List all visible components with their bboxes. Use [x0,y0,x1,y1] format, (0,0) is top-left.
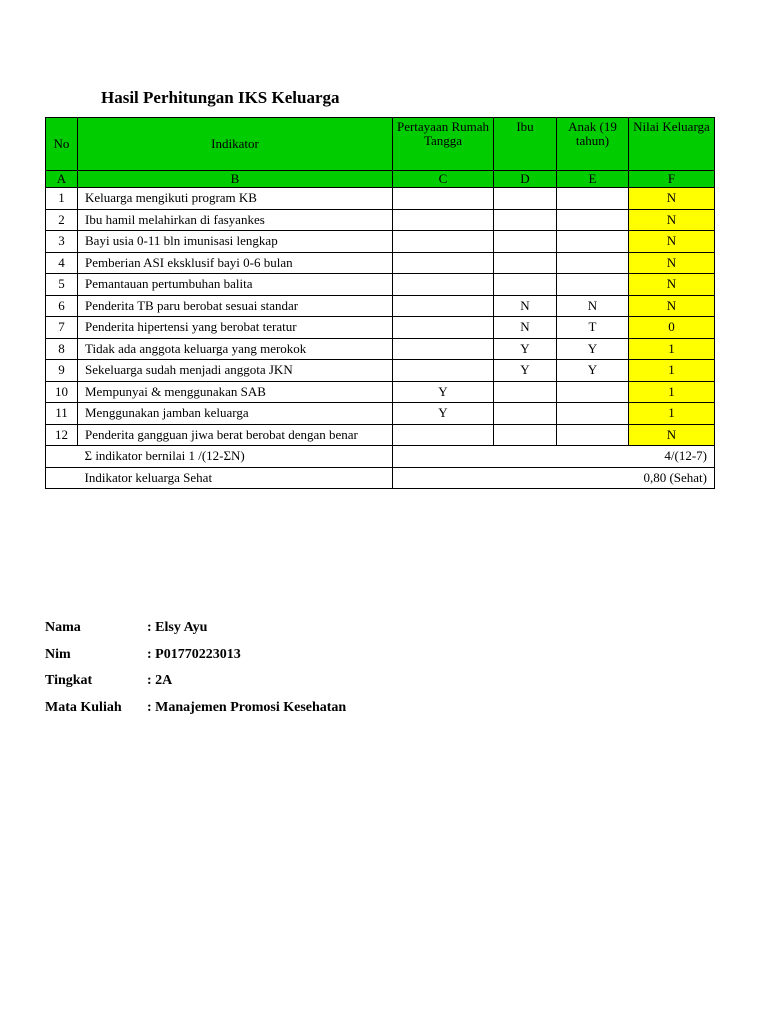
cell-d: N [494,317,557,339]
header-row [46,118,715,171]
sehat-value: 0,80 (Sehat) [393,467,715,489]
info-row-matkul [45,695,346,722]
cell-e [557,188,629,210]
cell-no: 5 [46,274,78,296]
header-no: No [46,118,78,171]
cell-e [557,252,629,274]
cell-d [494,424,557,446]
cell-no: 12 [46,424,78,446]
table-row [46,188,715,210]
cell-f: N [629,231,715,253]
cell-f: N [629,252,715,274]
cell-d [494,403,557,425]
cell-indikator: Keluarga mengikuti program KB [78,188,393,210]
cell-no: 4 [46,252,78,274]
table-row [46,360,715,382]
cell-c [393,188,494,210]
table-row [46,424,715,446]
info-row-nama [45,615,346,642]
student-info [45,615,346,721]
sum-label: Σ indikator bernilai 1 /(12-ΣN) [78,446,393,468]
letter-f: F [629,171,715,188]
cell-e [557,231,629,253]
cell-e [557,403,629,425]
table-row [46,209,715,231]
cell-indikator: Sekeluarga sudah menjadi anggota JKN [78,360,393,382]
sum-row [46,446,715,468]
cell-no: 7 [46,317,78,339]
header-nilai: Nilai Keluarga [629,118,715,171]
cell-c [393,252,494,274]
letter-c: C [393,171,494,188]
iks-table [45,117,715,489]
matkul-value: : Manajemen Promosi Kesehatan [147,699,347,715]
cell-no: 2 [46,209,78,231]
table-row [46,295,715,317]
cell-f: N [629,295,715,317]
cell-f: N [629,209,715,231]
cell-e [557,381,629,403]
cell-c [393,231,494,253]
table-row [46,338,715,360]
page-title: Hasil Perhitungan IKS Keluarga [101,88,340,107]
table-row [46,317,715,339]
cell-c [393,338,494,360]
cell-indikator: Penderita gangguan jiwa berat berobat dengan benar [78,424,393,446]
cell-c [393,209,494,231]
cell-e: Y [557,338,629,360]
nim-value: : P01770223013 [147,646,241,662]
cell-c [393,317,494,339]
table-row [46,274,715,296]
cell-indikator: Bayi usia 0-11 bln imunisasi lengkap [78,231,393,253]
cell-e: Y [557,360,629,382]
cell-no: 8 [46,338,78,360]
header-pertanyaan: Pertayaan Rumah Tangga [393,118,494,171]
nama-value: : Elsy Ayu [147,620,208,636]
cell-indikator: Tidak ada anggota keluarga yang merokok [78,338,393,360]
cell-no: 9 [46,360,78,382]
nim-label: Nim [45,646,71,662]
cell-no: 3 [46,231,78,253]
cell-e [557,424,629,446]
cell-no: 10 [46,381,78,403]
cell-indikator: Pemberian ASI eksklusif bayi 0-6 bulan [78,252,393,274]
cell-c [393,360,494,382]
cell-f: 1 [629,360,715,382]
header-indikator: Indikator [78,118,393,171]
cell-c [393,424,494,446]
cell-d [494,274,557,296]
cell-no: 1 [46,188,78,210]
cell-indikator: Pemantauan pertumbuhan balita [78,274,393,296]
matkul-label: Mata Kuliah [45,699,122,715]
cell-d [494,188,557,210]
tingkat-value: : 2A [147,673,173,689]
cell-indikator: Mempunyai & menggunakan SAB [78,381,393,403]
nama-label: Nama [45,620,81,636]
cell-f: N [629,274,715,296]
cell-f: 1 [629,403,715,425]
cell-f: 1 [629,338,715,360]
cell-indikator: Menggunakan jamban keluarga [78,403,393,425]
cell-e [557,209,629,231]
cell-indikator: Penderita TB paru berobat sesuai standar [78,295,393,317]
cell-d: Y [494,360,557,382]
sum-value: 4/(12-7) [393,446,715,468]
sum-spacer [46,446,78,468]
sehat-spacer [46,467,78,489]
info-row-nim [45,642,346,669]
cell-e: T [557,317,629,339]
cell-c: Y [393,381,494,403]
cell-d [494,231,557,253]
header-ibu: Ibu [494,118,557,171]
cell-f: 0 [629,317,715,339]
sehat-row [46,467,715,489]
cell-d: Y [494,338,557,360]
table-row [46,381,715,403]
cell-d [494,252,557,274]
info-row-tingkat [45,668,346,695]
table-row [46,231,715,253]
cell-f: 1 [629,381,715,403]
cell-c [393,295,494,317]
sehat-label: Indikator keluarga Sehat [78,467,393,489]
cell-d [494,209,557,231]
cell-d: N [494,295,557,317]
cell-no: 6 [46,295,78,317]
cell-f: N [629,188,715,210]
cell-indikator: Ibu hamil melahirkan di fasyankes [78,209,393,231]
table-row [46,403,715,425]
letter-b: B [78,171,393,188]
cell-indikator: Penderita hipertensi yang berobat teratur [78,317,393,339]
letter-e: E [557,171,629,188]
letter-a: A [46,171,78,188]
cell-e: N [557,295,629,317]
cell-d [494,381,557,403]
tingkat-label: Tingkat [45,673,93,689]
cell-c: Y [393,403,494,425]
cell-f: N [629,424,715,446]
table-row [46,252,715,274]
letter-d: D [494,171,557,188]
cell-e [557,274,629,296]
header-anak: Anak (19 tahun) [557,118,629,171]
letter-row [46,171,715,188]
cell-c [393,274,494,296]
cell-no: 11 [46,403,78,425]
